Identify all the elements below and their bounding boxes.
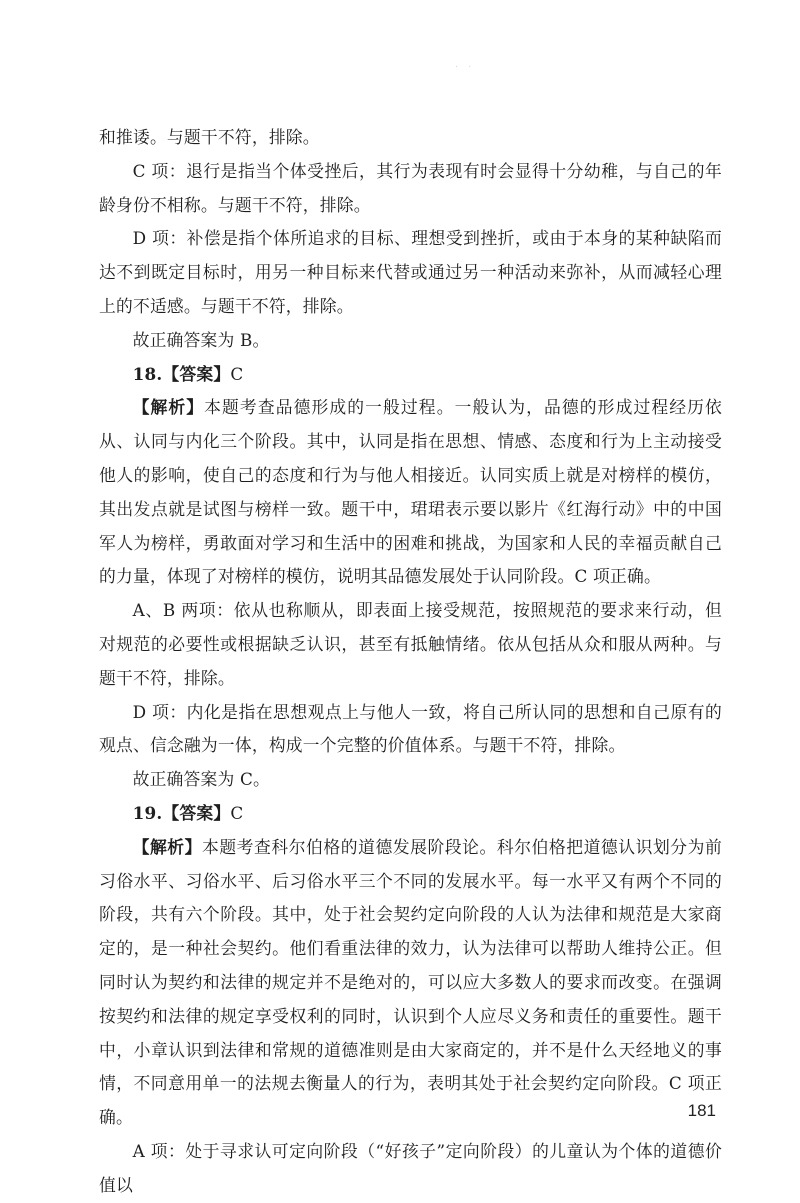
answer-label: 19.【答案】 — [132, 802, 231, 823]
paragraph-d: D 项：内化是指在思想观点上与他人一致，将自己所认同的思想和自己原有的观点、信念融为一体，构成一个完整的价值体系。与题干不符，排除。 — [99, 701, 722, 756]
paragraph-3: D 项：补偿是指个体所追求的目标、理想受到挫折，或由于本身的某种缺陷而达不到既定目标时，用另一种目标来代替或通过另一种活动来弥补，从而减轻心理上的不适感。与题干不符，排除。 — [99, 228, 722, 316]
analysis-label: 【解析】 — [132, 836, 202, 857]
document-body — [99, 121, 722, 1203]
paragraph-1: 和推诿。与题干不符，排除。 — [99, 127, 320, 147]
paragraph-a: A 项：处于寻求认可定向阶段（“好孩子”定向阶段）的儿童认为个体的道德价值以 — [99, 1140, 722, 1195]
scan-artifact: · · — [455, 62, 472, 73]
answer-19-heading: 19.【答案】C — [132, 802, 244, 823]
analysis-label: 【解析】 — [132, 397, 205, 418]
analysis-19: 【解析】本题考查科尔伯格的道德发展阶段论。科尔伯格把道德认识划分为前习俗水平、习俗水平、后习俗水平三个不同的发展水平。每一水平又有两个不同的阶段，共有六个阶段。其中，处于社会契约定向阶段的人认为法律和规范是大家商定的，是一种社会契约。他们看重法律的效力，认为法律可以帮助人维持公正。但同时认为契约和法律的规定并不是绝对的，可以应大多数人的要求而改变。在强调按契约和法律的规定享受权利的同时，认识到个人应尽义务和责任的重要性。题干中，小章认识到法律和常规的道德准则是由大家商定的，并不是什么天经地义的事情，不同意用单一的法规去衡量人的行为，表明其处于社会契约定向阶段。C 项正确。 — [99, 836, 722, 1128]
answer-label: 18.【答案】 — [132, 363, 231, 384]
analysis-18: 【解析】本题考查品德形成的一般过程。一般认为，品德的形成过程经历依从、认同与内化三个阶段。其中，认同是指在思想、情感、态度和行为上主动接受他人的影响，使自己的态度和行为与他人相接近。认同实质上就是对榜样的模仿，其出发点就是试图与榜样一致。题干中，珺珺表示要以影片《红海行动》中的中国军人为榜样，勇敢面对学习和生活中的困难和挑战，为国家和人民的幸福贡献自己的力量，体现了对榜样的模仿，说明其品德发展处于认同阶段。C 项正确。 — [99, 397, 722, 587]
page-number: 181 — [687, 1101, 716, 1120]
paragraph-2: C 项：退行是指当个体受挫后，其行为表现有时会显得十分幼稚，与自己的年龄身份不相称。与题干不符，排除。 — [99, 160, 722, 215]
paragraph-4: 故正确答案为 B。 — [132, 329, 270, 350]
paragraph-ab: A、B 两项：依从也称顺从，即表面上接受规范，按照规范的要求来行动，但对规范的必要性或根据缺乏认识，甚至有抵触情绪。依从包括从众和服从两种。与题干不符，排除。 — [99, 600, 722, 688]
paragraph-answer-c: 故正确答案为 C。 — [132, 769, 271, 790]
answer-18-heading: 18.【答案】C — [132, 363, 244, 384]
